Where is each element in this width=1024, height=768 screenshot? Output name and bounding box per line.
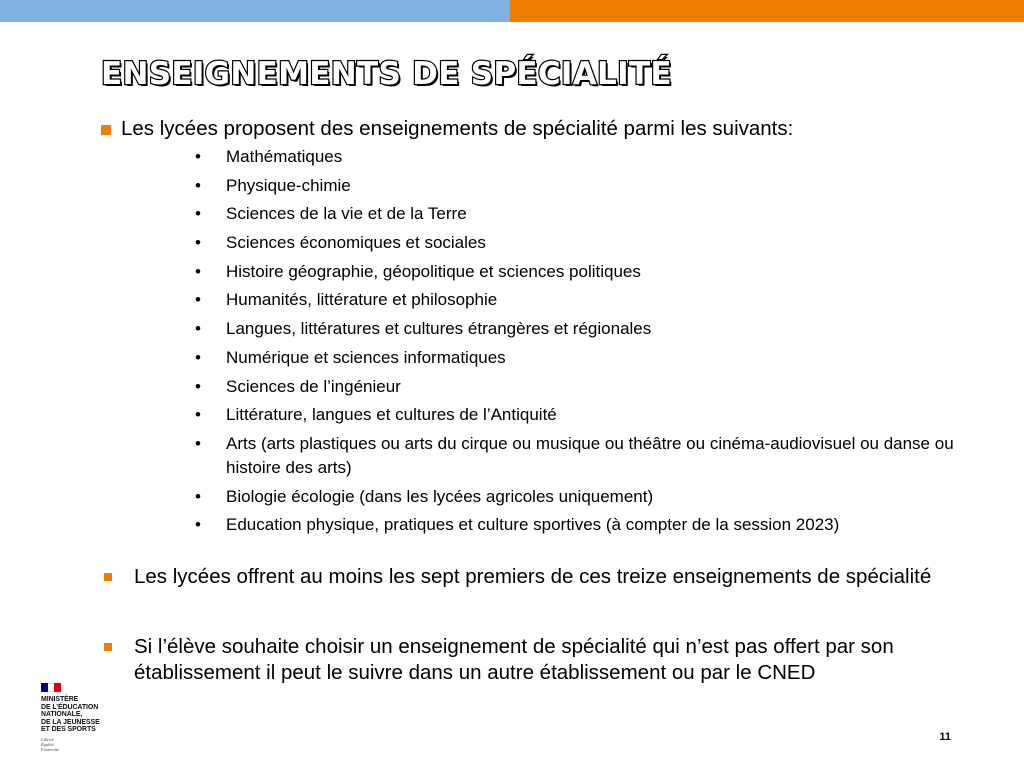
square-bullet-icon: [104, 643, 112, 651]
paragraph-text: Si l’élève souhaite choisir un enseignement de spécialité qui n’est pas offert par son établissement il peut le suivre dans un autre établissement ou par le CNED: [134, 635, 894, 684]
bullet-dot-icon: •: [195, 486, 201, 506]
ministry-name-line: ET DES SPORTS: [41, 726, 96, 734]
list-item-text: Education physique, pratiques et culture sportives (à compter de la session 2023): [226, 515, 840, 535]
motto-line: Fraternité: [41, 746, 60, 752]
ministry-name: [41, 696, 131, 734]
list-item: [195, 145, 975, 169]
bullet-dot-icon: •: [195, 175, 201, 195]
bullet-dot-icon: •: [195, 319, 201, 339]
list-item: [195, 346, 975, 370]
list-item-text: Littérature, langues et cultures de l’Antiquité: [226, 405, 557, 425]
list-item: [195, 288, 975, 312]
top-bar-orange-segment: [510, 0, 1024, 22]
ministry-name-line: MINISTÈRE: [41, 696, 79, 703]
intro-line: [101, 117, 793, 141]
list-item: [195, 231, 975, 255]
list-item-text: Humanités, littérature et philosophie: [226, 290, 498, 310]
list-item: [195, 485, 975, 509]
republic-motto: [41, 737, 131, 752]
bullet-dot-icon: •: [195, 233, 201, 253]
paragraph-cned: [104, 634, 964, 686]
slide-title: ENSEIGNEMENTS DE SPÉCIALITÉ: [101, 56, 672, 92]
list-item: [195, 513, 975, 537]
square-bullet-icon: [104, 573, 112, 581]
list-item-text: Arts (arts plastiques ou arts du cirque ou musique ou théâtre ou cinéma-audiovisuel ou danse ou histoire des arts): [226, 433, 954, 477]
specialty-list: [195, 145, 975, 542]
page-number: 11: [939, 731, 951, 743]
bullet-dot-icon: •: [195, 147, 201, 166]
list-item-text: Langues, littératures et cultures étrangères et régionales: [226, 319, 652, 339]
ministry-name-line: NATIONALE,: [41, 711, 83, 719]
list-item-text: Numérique et sciences informatiques: [226, 347, 506, 367]
ministry-name-line: DE L’ÉDUCATION: [41, 703, 99, 711]
square-bullet-icon: [101, 125, 111, 135]
intro-text: Les lycées proposent des enseignements de spécialité parmi les suivants:: [121, 117, 794, 140]
list-item: [195, 260, 975, 284]
list-item-text: Sciences de l’ingénieur: [226, 376, 401, 396]
list-item: [195, 375, 975, 399]
list-item: [195, 174, 975, 198]
list-item: [195, 202, 975, 226]
bullet-dot-icon: •: [195, 405, 201, 425]
bullet-dot-icon: •: [195, 261, 201, 281]
ministry-name-line: DE LA JEUNESSE: [41, 718, 100, 726]
ministry-logo: [41, 683, 131, 752]
top-bar-blue-segment: [0, 0, 510, 22]
list-item: [195, 317, 975, 341]
bullet-dot-icon: •: [195, 515, 201, 535]
motto-line: Liberté: [41, 736, 54, 742]
paragraph-offer: [104, 564, 964, 590]
list-item-text: Sciences économiques et sociales: [226, 233, 486, 253]
bullet-dot-icon: •: [195, 433, 201, 453]
list-item-text: Histoire géographie, géopolitique et sciences politiques: [226, 261, 641, 281]
top-accent-bar: [0, 0, 1024, 22]
french-flag-icon: [41, 683, 61, 692]
bullet-dot-icon: •: [195, 347, 201, 367]
list-item-text: Biologie écologie (dans les lycées agricoles uniquement): [226, 486, 654, 506]
list-item: [195, 403, 975, 427]
list-item: [195, 432, 975, 480]
list-item-text: Mathématiques: [226, 147, 343, 166]
list-item-text: Physique-chimie: [226, 175, 351, 195]
bullet-dot-icon: •: [195, 376, 201, 396]
paragraph-text: Les lycées offrent au moins les sept premiers de ces treize enseignements de spécialité: [134, 565, 932, 588]
bullet-dot-icon: •: [195, 290, 201, 310]
bullet-dot-icon: •: [195, 204, 201, 224]
list-item-text: Sciences de la vie et de la Terre: [226, 204, 467, 224]
motto-line: Égalité: [41, 741, 54, 747]
